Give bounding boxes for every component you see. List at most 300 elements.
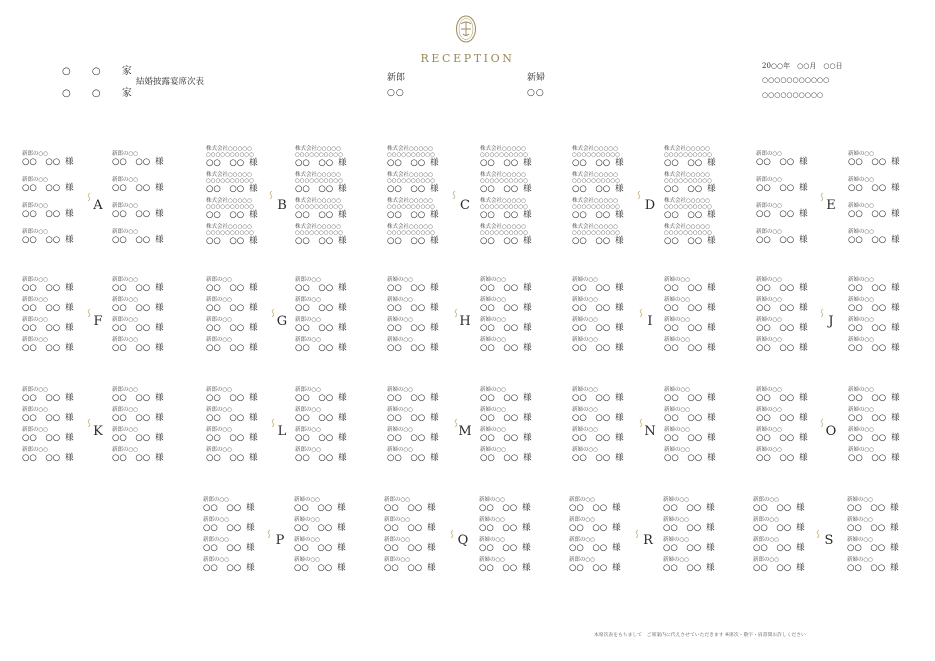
company-dept: ○○○○○○○○○○: [387, 152, 435, 158]
guest-name: ○○ ○○: [294, 503, 333, 513]
table-ornament-icon: [639, 412, 643, 420]
guest-name-line: [569, 543, 621, 554]
guest-honorific: 様: [891, 413, 900, 423]
guest-name-line: [480, 158, 532, 169]
guest-name: ○○ ○○: [295, 433, 334, 443]
guest-seat: [206, 337, 270, 357]
guest-seat: [569, 557, 633, 577]
guest-relation: 新婦の○○: [572, 337, 599, 343]
guest-seat: [753, 537, 817, 557]
guest-name: ○○ ○○: [663, 543, 702, 553]
guest-honorific: 様: [612, 563, 621, 573]
guest-seat: [847, 517, 911, 537]
guest-honorific: 様: [338, 343, 347, 353]
guest-relation: 新郎の○○: [295, 407, 322, 413]
guest-relation: 新婦の○○: [664, 387, 691, 393]
company-name: 株式会社○○○○○: [295, 146, 341, 152]
guest-honorific: 様: [523, 210, 532, 220]
guest-name-line: [295, 343, 347, 354]
guest-honorific: 様: [65, 283, 74, 293]
guest-name-line: [664, 453, 716, 464]
guest-name-line: [387, 393, 439, 404]
guest-seat: [294, 557, 358, 577]
guest-name: ○○ ○○: [479, 543, 518, 553]
guest-name: ○○ ○○: [480, 210, 519, 220]
guest-relation: 新郎の○○: [384, 517, 411, 523]
guest-name: ○○ ○○: [753, 563, 792, 573]
guest-relation: 新婦の○○: [294, 517, 321, 523]
company-name: 株式会社○○○○○: [480, 224, 526, 230]
guest-name-line: [387, 210, 439, 221]
company-name: 株式会社○○○○○: [295, 198, 341, 204]
guest-relation: 新婦の○○: [387, 407, 414, 413]
guest-honorific: 様: [338, 236, 347, 246]
company-name: 株式会社○○○○○: [480, 146, 526, 152]
guest-seat: [295, 210, 359, 222]
guest-seat: [756, 407, 820, 427]
table-ornament-icon: [271, 412, 275, 420]
guest-name-line: [848, 209, 900, 220]
guest-honorific: 様: [615, 158, 624, 168]
guest-seat: [203, 497, 267, 517]
guest-name-line: [664, 343, 716, 354]
guest-seat: [479, 557, 543, 577]
guest-honorific: 様: [65, 183, 74, 193]
guest-relation: 新郎の○○: [206, 427, 233, 433]
guest-name: ○○ ○○: [206, 158, 245, 168]
guest-honorific: 様: [523, 283, 532, 293]
guest-seat: [206, 236, 270, 248]
bride-label: 新婦: [527, 73, 546, 83]
guest-name: ○○ ○○: [572, 433, 611, 443]
guest-name: ○○ ○○: [480, 303, 519, 313]
guest-relation: 新郎の○○: [756, 151, 783, 157]
guest-honorific: 様: [430, 343, 439, 353]
guest-honorific: 様: [522, 543, 531, 553]
guest-name: ○○ ○○: [753, 503, 792, 513]
guest-relation: 新婦の○○: [756, 447, 783, 453]
guest-name-line: [295, 184, 347, 195]
guest-seat: [848, 447, 912, 467]
guest-honorific: 様: [891, 453, 900, 463]
guest-name: ○○ ○○: [384, 503, 423, 513]
guest-relation: 新郎の○○: [22, 177, 49, 183]
guest-name: ○○ ○○: [847, 563, 886, 573]
guest-seat: [206, 297, 270, 317]
guest-name-line: [112, 303, 164, 314]
company-name: 株式会社○○○○○: [572, 146, 618, 152]
guest-seat: [295, 317, 359, 337]
guest-honorific: 様: [155, 413, 164, 423]
guest-name-line: [206, 413, 258, 424]
guest-name-line: [206, 303, 258, 314]
table-ornament-icon: [820, 412, 824, 420]
groom-label: 新郎: [387, 73, 406, 83]
guest-honorific: 様: [338, 453, 347, 463]
guest-honorific: 様: [65, 323, 74, 333]
company-dept: ○○○○○○○○○○: [206, 152, 254, 158]
guest-name: ○○ ○○: [569, 563, 608, 573]
guest-name-line: [112, 433, 164, 444]
guest-name-line: [664, 433, 716, 444]
guest-seat: [756, 387, 820, 407]
guest-seat: [664, 297, 728, 317]
venue-line: ○○○○○○○○○○: [762, 91, 824, 99]
guest-honorific: 様: [890, 523, 899, 533]
family-suffix: 家: [121, 66, 141, 77]
guest-name-line: [387, 236, 439, 247]
guest-seat: [112, 229, 176, 249]
guest-name-line: [664, 303, 716, 314]
guest-name-line: [206, 283, 258, 294]
guest-seat: [112, 407, 176, 427]
guest-relation: 新婦の○○: [480, 387, 507, 393]
guest-name-line: [480, 323, 532, 334]
guest-name-line: [848, 235, 900, 246]
table-letter: M: [458, 424, 472, 439]
guest-name-line: [847, 503, 899, 514]
guest-name: ○○ ○○: [112, 433, 151, 443]
guest-name-line: [112, 183, 164, 194]
guest-honorific: 様: [891, 323, 900, 333]
guest-seat: [480, 297, 544, 317]
guest-honorific: 様: [65, 157, 74, 167]
guest-name: ○○ ○○: [572, 343, 611, 353]
guest-honorific: 様: [427, 503, 436, 513]
table-letter: N: [644, 424, 656, 439]
guest-relation: 新婦の○○: [480, 337, 507, 343]
guest-name-line: [664, 393, 716, 404]
guest-honorific: 様: [615, 283, 624, 293]
guest-name: ○○ ○○: [294, 563, 333, 573]
guest-honorific: 様: [799, 433, 808, 443]
company-name: 株式会社○○○○○: [664, 198, 710, 204]
company-dept: ○○○○○○○○○○: [295, 178, 343, 184]
guest-name: ○○ ○○: [480, 433, 519, 443]
guest-relation: 新郎の○○: [206, 297, 233, 303]
guest-relation: 新婦の○○: [664, 317, 691, 323]
guest-name-line: [112, 393, 164, 404]
guest-honorific: 様: [706, 503, 715, 513]
guest-name-line: [295, 323, 347, 334]
guest-name-line: [756, 413, 808, 424]
guest-name-line: [848, 343, 900, 354]
guest-name: ○○ ○○: [664, 184, 703, 194]
guest-honorific: 様: [890, 503, 899, 513]
company-dept: ○○○○○○○○○○: [206, 204, 254, 210]
guest-honorific: 様: [249, 453, 258, 463]
guest-seat: [295, 447, 359, 467]
table-ornament-icon: [454, 412, 458, 420]
guest-relation: 新郎の○○: [753, 497, 780, 503]
guest-name-line: [756, 343, 808, 354]
guest-name: ○○ ○○: [206, 283, 245, 293]
guest-seat: [848, 387, 912, 407]
guest-honorific: 様: [707, 236, 716, 246]
table-ornament-icon: [267, 523, 271, 531]
guest-name-line: [848, 303, 900, 314]
guest-seat: [22, 297, 86, 317]
guest-name: ○○ ○○: [572, 413, 611, 423]
guest-name: ○○ ○○: [848, 303, 887, 313]
guest-seat: [848, 297, 912, 317]
guest-name: ○○ ○○: [112, 209, 151, 219]
guest-honorific: 様: [249, 184, 258, 194]
table-ornament-icon: [452, 184, 456, 192]
guest-name: ○○ ○○: [295, 236, 334, 246]
guest-name-line: [756, 393, 808, 404]
guest-relation: 新郎の○○: [295, 317, 322, 323]
guest-relation: 新郎の○○: [206, 337, 233, 343]
guest-honorific: 様: [891, 209, 900, 219]
guest-relation: 新郎の○○: [206, 407, 233, 413]
guest-honorific: 様: [65, 393, 74, 403]
guest-relation: 新婦の○○: [756, 337, 783, 343]
company-dept: ○○○○○○○○○○: [387, 204, 435, 210]
guest-name: ○○ ○○: [295, 343, 334, 353]
guest-seat: [384, 517, 448, 537]
guest-honorific: 様: [612, 543, 621, 553]
table-ornament-icon: [637, 184, 641, 192]
company-dept: ○○○○○○○○○○: [572, 230, 620, 236]
guest-seat: [22, 151, 86, 171]
guest-name-line: [294, 503, 346, 514]
guest-name: ○○ ○○: [112, 183, 151, 193]
guest-relation: 新婦の○○: [756, 297, 783, 303]
guest-honorific: 様: [615, 236, 624, 246]
guest-seat: [22, 427, 86, 447]
guest-seat: [112, 337, 176, 357]
guest-name-line: [756, 209, 808, 220]
guest-relation: 新婦の○○: [387, 337, 414, 343]
guest-seat: [664, 407, 728, 427]
guest-name-line: [479, 503, 531, 514]
guest-relation: 新郎の○○: [112, 229, 139, 235]
guest-relation: 新婦の○○: [663, 557, 690, 563]
guest-relation: 新婦の○○: [572, 427, 599, 433]
guest-name-line: [22, 323, 74, 334]
table-letter: E: [826, 198, 836, 213]
guest-name-line: [206, 184, 258, 195]
guest-relation: 新婦の○○: [572, 387, 599, 393]
guest-relation: 新婦の○○: [294, 557, 321, 563]
guest-name: ○○ ○○: [756, 413, 795, 423]
family-suffix: 家: [121, 88, 141, 99]
guest-relation: 新郎の○○: [569, 557, 596, 563]
guest-relation: 新郎の○○: [112, 387, 139, 393]
guest-seat: [206, 447, 270, 467]
guest-honorific: 様: [155, 343, 164, 353]
guest-seat: [572, 447, 636, 467]
guest-honorific: 様: [338, 283, 347, 293]
guest-name: ○○ ○○: [22, 209, 61, 219]
guest-relation: 新郎の○○: [112, 277, 139, 283]
guest-seat: [664, 277, 728, 297]
table-ornament-icon: [87, 302, 91, 310]
guest-honorific: 様: [799, 235, 808, 245]
guest-name-line: [295, 413, 347, 424]
guest-name: ○○ ○○: [848, 413, 887, 423]
guest-name: ○○ ○○: [295, 393, 334, 403]
guest-name: ○○ ○○: [848, 393, 887, 403]
guest-name: ○○ ○○: [572, 393, 611, 403]
company-name: 株式会社○○○○○: [295, 172, 341, 178]
guest-honorific: 様: [799, 323, 808, 333]
guest-seat: [756, 427, 820, 447]
guest-name-line: [664, 323, 716, 334]
guest-honorific: 様: [523, 343, 532, 353]
guest-honorific: 様: [890, 543, 899, 553]
guest-name-line: [664, 210, 716, 221]
guest-name: ○○ ○○: [480, 158, 519, 168]
guest-name-line: [206, 343, 258, 354]
guest-seat: [663, 497, 727, 517]
guest-seat: [206, 277, 270, 297]
guest-seat: [847, 557, 911, 577]
guest-name: ○○ ○○: [480, 283, 519, 293]
guest-name: ○○ ○○: [112, 453, 151, 463]
guest-seat: [295, 387, 359, 407]
table-letter: I: [647, 314, 653, 329]
guest-name: ○○ ○○: [756, 453, 795, 463]
guest-honorific: 様: [430, 323, 439, 333]
guest-honorific: 様: [523, 236, 532, 246]
guest-name-line: [206, 210, 258, 221]
guest-honorific: 様: [249, 158, 258, 168]
guest-name: ○○ ○○: [756, 323, 795, 333]
guest-honorific: 様: [707, 283, 716, 293]
guest-name-line: [847, 543, 899, 554]
guest-honorific: 様: [338, 323, 347, 333]
table-letter: R: [643, 533, 653, 548]
guest-name-line: [569, 503, 621, 514]
guest-name: ○○ ○○: [572, 323, 611, 333]
guest-seat: [480, 277, 544, 297]
guest-name-line: [569, 563, 621, 574]
guest-seat: [295, 407, 359, 427]
guest-name: ○○ ○○: [387, 343, 426, 353]
guest-name-line: [572, 236, 624, 247]
guest-name-line: [206, 453, 258, 464]
guest-name: ○○ ○○: [572, 283, 611, 293]
guest-honorific: 様: [338, 433, 347, 443]
table-letter: K: [93, 424, 103, 439]
guest-honorific: 様: [65, 303, 74, 313]
company-name: 株式会社○○○○○: [572, 172, 618, 178]
guest-name: ○○ ○○: [22, 433, 61, 443]
guest-seat: [112, 177, 176, 197]
guest-relation: 新婦の○○: [847, 557, 874, 563]
guest-seat: [756, 277, 820, 297]
guest-name: ○○ ○○: [387, 303, 426, 313]
guest-name-line: [112, 343, 164, 354]
guest-name-line: [203, 563, 255, 574]
guest-honorific: 様: [338, 303, 347, 313]
guest-name-line: [572, 453, 624, 464]
company-dept: ○○○○○○○○○○: [572, 204, 620, 210]
guest-relation: 新郎の○○: [112, 203, 139, 209]
guest-honorific: 様: [65, 209, 74, 219]
guest-seat: [848, 151, 912, 171]
guest-relation: 新婦の○○: [756, 407, 783, 413]
guest-seat: [480, 184, 544, 196]
guest-seat: [756, 297, 820, 317]
guest-seat: [572, 210, 636, 222]
guest-name: ○○ ○○: [22, 413, 61, 423]
guest-seat: [479, 497, 543, 517]
company-name: 株式会社○○○○○: [387, 146, 433, 152]
guest-name: ○○ ○○: [112, 303, 151, 313]
guest-name: ○○ ○○: [664, 343, 703, 353]
guest-name: ○○ ○○: [295, 210, 334, 220]
guest-name: ○○ ○○: [848, 433, 887, 443]
guest-relation: 新婦の○○: [294, 537, 321, 543]
guest-honorific: 様: [155, 183, 164, 193]
guest-name: ○○ ○○: [756, 157, 795, 167]
guest-relation: 新婦の○○: [847, 497, 874, 503]
guest-name-line: [756, 303, 808, 314]
guest-name-line: [480, 453, 532, 464]
guest-name-line: [206, 236, 258, 247]
guest-relation: 新郎の○○: [203, 557, 230, 563]
company-name: 株式会社○○○○○: [206, 224, 252, 230]
guest-honorific: 様: [155, 209, 164, 219]
guest-name-line: [756, 323, 808, 334]
guest-name-line: [294, 563, 346, 574]
guest-honorific: 様: [155, 157, 164, 167]
guest-name-line: [387, 323, 439, 334]
guest-honorific: 様: [799, 209, 808, 219]
guest-seat: [753, 497, 817, 517]
table-ornament-icon: [450, 523, 454, 531]
guest-relation: 新婦の○○: [664, 297, 691, 303]
guest-name-line: [848, 453, 900, 464]
guest-seat: [572, 387, 636, 407]
guest-name-line: [848, 393, 900, 404]
guest-name: ○○ ○○: [479, 523, 518, 533]
guest-name: ○○ ○○: [387, 393, 426, 403]
guest-honorific: 様: [155, 323, 164, 333]
guest-name-line: [112, 413, 164, 424]
guest-honorific: 様: [337, 503, 346, 513]
guest-honorific: 様: [430, 413, 439, 423]
table-letter: L: [277, 424, 287, 439]
guest-name: ○○ ○○: [206, 453, 245, 463]
guest-seat: [664, 427, 728, 447]
guest-honorific: 様: [65, 453, 74, 463]
guest-name-line: [22, 413, 74, 424]
guest-honorific: 様: [615, 210, 624, 220]
guest-relation: 新婦の○○: [756, 427, 783, 433]
guest-honorific: 様: [799, 413, 808, 423]
guest-name: ○○ ○○: [112, 343, 151, 353]
guest-seat: [848, 177, 912, 197]
guest-name: ○○ ○○: [664, 393, 703, 403]
guest-honorific: 様: [615, 343, 624, 353]
guest-name: ○○ ○○: [480, 453, 519, 463]
guest-honorific: 様: [799, 393, 808, 403]
guest-name: ○○ ○○: [480, 393, 519, 403]
guest-honorific: 様: [65, 413, 74, 423]
guest-seat: [572, 427, 636, 447]
table-ornament-icon: [635, 523, 639, 531]
guest-relation: 新婦の○○: [572, 407, 599, 413]
company-dept: ○○○○○○○○○○: [206, 178, 254, 184]
guest-name: ○○ ○○: [572, 236, 611, 246]
guest-seat: [480, 317, 544, 337]
guest-name-line: [572, 303, 624, 314]
guest-honorific: 様: [430, 210, 439, 220]
